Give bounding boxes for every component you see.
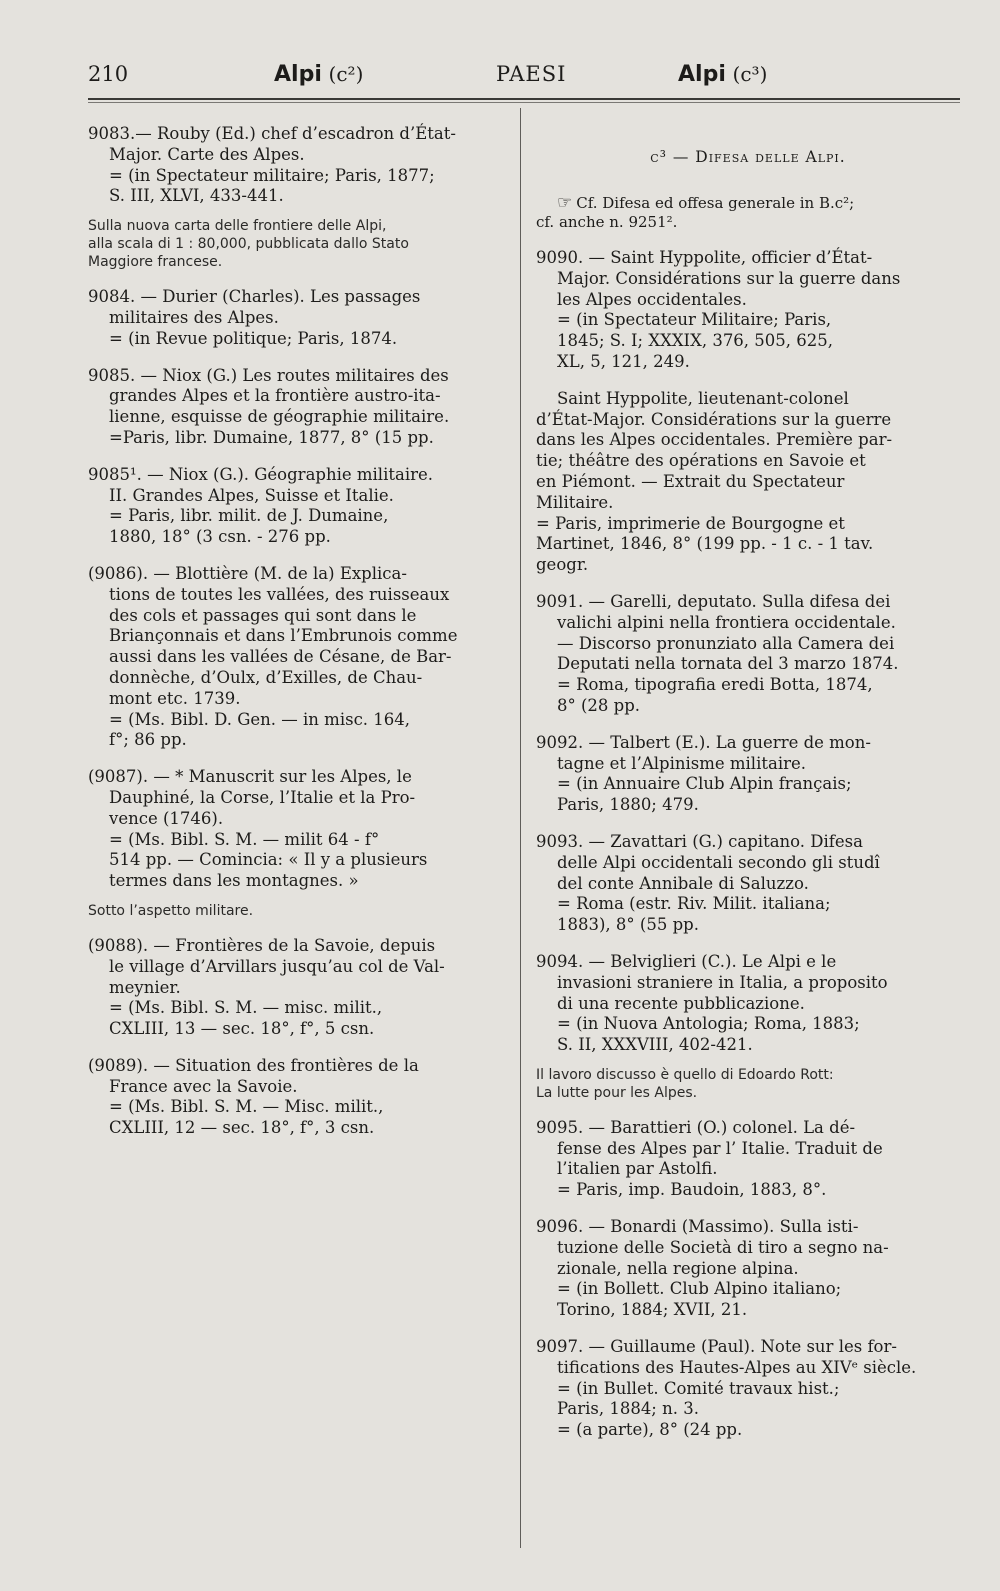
entry-line: 9094. — Belviglieri (C.). Le Alpi e le [536, 951, 837, 971]
entry-line: d’État-Major. Considérations sur la guerre [536, 409, 892, 429]
entry-line: 1845; S. I; XXXIX, 376, 505, 625, [557, 331, 834, 351]
bibliography-entry [536, 1337, 960, 1441]
entry-line: militaires des Alpes. [109, 307, 279, 327]
entry-note [88, 902, 508, 920]
running-head-left: Alpi (c²) [274, 62, 364, 87]
entry-line: 9083.— Rouby (Ed.) chef d’escadron d’État- [88, 124, 456, 143]
entry-line: = (in Nuova Antologia; Roma, 1883; [557, 1014, 860, 1034]
bibliography-entry [88, 287, 508, 349]
entry-line: tuzione delle Società di tiro a segno na- [557, 1237, 889, 1257]
entry-line: mont etc. 1739. [109, 688, 241, 708]
pointing-hand-icon: ☞ [557, 193, 573, 213]
cross-reference: ☞ Cf. Difesa ed offesa generale in B.c²; cf. anche n. 9251². [536, 193, 855, 231]
entry-line: Paris, 1884; n. 3. [557, 1399, 699, 1419]
bibliography-entry [536, 1217, 960, 1321]
entry-line: tie; théâtre des opérations en Savoie et [536, 451, 866, 471]
entry-line: vence (1746). [109, 808, 224, 828]
entry-line: (9089). — Situation des frontières de la [88, 1055, 419, 1075]
entry-line: 9084. — Durier (Charles). Les passages [88, 287, 421, 307]
entry-line: CXLIII, 13 — sec. 18°, f°, 5 csn. [109, 1019, 375, 1039]
entry-line: 9096. — Bonardi (Massimo). Sulla isti- [536, 1217, 859, 1237]
entry-line: Briançonnais et dans l’Embrunois comme [109, 626, 458, 646]
entry-line: f°; 86 pp. [109, 730, 187, 750]
note-line: La lutte pour les Alpes. [536, 1084, 698, 1101]
entry-line: 514 pp. — Comincia: « Il y a plusieurs [109, 850, 428, 870]
entry-line: meynier. [109, 977, 181, 997]
entry-line: = Roma, tipografia eredi Botta, 1874, [557, 675, 873, 695]
bibliography-entry [88, 465, 508, 548]
entry-line: = (in Bollett. Club Alpino italiano; [557, 1279, 842, 1299]
entry-line: 1883), 8° (55 pp. [557, 915, 699, 935]
entry-line: grandes Alpes et la frontière austro-ita- [109, 386, 441, 406]
entry-line: les Alpes occidentales. [557, 289, 747, 309]
entry-line: 8° (28 pp. [557, 695, 641, 715]
entry-line: valichi alpini nella frontiera occidentale. [557, 612, 896, 632]
entry-line: S. III, XLVI, 433-441. [109, 186, 284, 206]
running-head-right: Alpi (c³) [678, 62, 768, 87]
entry-line: lienne, esquisse de géographie militaire. [109, 407, 450, 427]
entry-line: des cols et passages qui sont dans le [109, 605, 417, 625]
bibliography-entry [88, 936, 508, 1040]
entry-line: 9085. — Niox (G.) Les routes militaires des [88, 365, 449, 385]
entry-line: XL, 5, 121, 249. [557, 351, 690, 371]
entry-note [536, 1066, 960, 1102]
entry-line: aussi dans les vallées de Césane, de Bar- [109, 647, 452, 667]
entry-line: = Paris, imp. Baudoin, 1883, 8°. [557, 1180, 827, 1200]
entry-line: Militaire. [536, 492, 614, 512]
entry-line: Major. Carte des Alpes. [109, 144, 305, 164]
bibliography-entry [536, 952, 960, 1056]
entry-line: = (Ms. Bibl. S. M. — misc. milit., [109, 998, 383, 1018]
entry-line: 9093. — Zavattari (G.) capitano. Difesa [536, 831, 863, 851]
entry-line: = (in Annuaire Club Alpin français; [557, 774, 852, 794]
entry-line: Major. Considérations sur la guerre dans [557, 268, 901, 288]
bibliography-entry [536, 592, 960, 717]
entry-line: = (a parte), 8° (24 pp. [557, 1420, 743, 1440]
entry-line: 1880, 18° (3 csn. - 276 pp. [109, 527, 331, 547]
entry-line: Deputati nella tornata del 3 marzo 1874. [557, 654, 899, 674]
entry-line: Paris, 1880; 479. [557, 795, 699, 815]
bibliography-entry [536, 832, 960, 936]
note-line: alla scala di 1 : 80,000, pubblicata dallo Stato [88, 236, 409, 253]
section-title: c³ — Difesa delle Alpi. [650, 148, 846, 166]
entry-line: tifications des Hautes-Alpes au XIVᵉ siècle. [557, 1357, 917, 1377]
entry-line: geogr. [536, 555, 589, 575]
column-divider [520, 108, 521, 1548]
entry-line: = (in Spectateur militaire; Paris, 1877; [109, 165, 435, 185]
entry-line: 9085¹. — Niox (G.). Géographie militaire. [88, 464, 434, 484]
bibliography-entry [536, 1118, 960, 1201]
header-rule-thin [88, 102, 960, 103]
entry-line: Torino, 1884; XVII, 21. [557, 1300, 748, 1320]
entry-line: Martinet, 1846, 8° (199 pp. - 1 c. - 1 tav. [536, 534, 874, 554]
entry-line: Saint Hyppolite, lieutenant-colonel [557, 388, 849, 408]
entry-line: invasioni straniere in Italia, a proposito [557, 972, 888, 992]
entry-line: tagne et l’Alpinisme militaire. [557, 753, 807, 773]
note-line: Maggiore francese. [88, 254, 223, 271]
entry-line: = Paris, imprimerie de Bourgogne et [536, 513, 845, 533]
running-head-center: PAESI [496, 62, 567, 86]
entry-line: tions de toutes les vallées, des ruisseaux [109, 584, 450, 604]
entry-line: (9086). — Blottière (M. de la) Explica- [88, 563, 407, 583]
bibliography-entry [88, 564, 508, 751]
entry-line: del conte Annibale di Saluzzo. [557, 873, 809, 893]
entry-line: = Paris, libr. milit. de J. Dumaine, [109, 506, 389, 526]
bibliography-entry [536, 733, 960, 816]
entry-line: dans les Alpes occidentales. Première par- [536, 430, 893, 450]
entry-line: fense des Alpes par l’ Italie. Traduit de [557, 1138, 883, 1158]
page-number: 210 [88, 62, 129, 86]
entry-line: II. Grandes Alpes, Suisse et Italie. [109, 485, 394, 505]
bibliography-entry [88, 124, 508, 207]
entry-line: 9092. — Talbert (E.). La guerre de mon- [536, 732, 871, 752]
bibliography-entry [88, 366, 508, 449]
entry-line: = (in Revue politique; Paris, 1874. [109, 328, 398, 348]
entry-line: termes dans les montagnes. » [109, 871, 359, 891]
entry-line: (9088). — Frontières de la Savoie, depuis [88, 935, 436, 955]
entry-line: 9091. — Garelli, deputato. Sulla difesa dei [536, 591, 891, 611]
entry-line: 9097. — Guillaume (Paul). Note sur les for- [536, 1337, 897, 1357]
entry-line: le village d’Arvillars jusqu’au col de Val- [109, 956, 445, 976]
entry-line: CXLIII, 12 — sec. 18°, f°, 3 csn. [109, 1118, 375, 1138]
entry-line: = (in Bullet. Comité travaux hist.; [557, 1378, 840, 1398]
left-column [88, 124, 508, 1155]
entry-line: S. II, XXXVIII, 402-421. [557, 1035, 753, 1055]
entry-note [88, 217, 508, 271]
bibliography-entry [536, 248, 960, 373]
entry-line: = (Ms. Bibl. D. Gen. — in misc. 164, [109, 709, 411, 729]
entry-line: 9090. — Saint Hyppolite, officier d’État- [536, 248, 873, 267]
note-line: Sotto l’aspetto militare. [88, 902, 254, 919]
entry-line: zionale, nella regione alpina. [557, 1258, 799, 1278]
entry-line: donnèche, d’Oulx, d’Exilles, de Chau- [109, 667, 423, 687]
bibliography-entry [536, 389, 960, 576]
entry-line: di una recente pubblicazione. [557, 993, 805, 1013]
entry-line: = Roma (estr. Riv. Milit. italiana; [557, 894, 831, 914]
entry-line: = (Ms. Bibl. S. M. — milit 64 - f° [109, 829, 380, 849]
entry-line: = (in Spectateur Militaire; Paris, [557, 310, 832, 330]
entry-line: (9087). — * Manuscrit sur les Alpes, le [88, 767, 412, 787]
right-entries [536, 248, 960, 1441]
entry-line: 9095. — Barattieri (O.) colonel. La dé- [536, 1117, 856, 1137]
entry-line: = (Ms. Bibl. S. M. — Misc. milit., [109, 1097, 384, 1117]
entry-line: — Discorso pronunziato alla Camera dei [557, 633, 895, 653]
note-line: Sulla nuova carta delle frontiere delle Alpi, [88, 218, 387, 235]
bibliography-entry [88, 767, 508, 892]
entry-line: l’italien par Astolfi. [557, 1159, 718, 1179]
entry-line: France avec la Savoie. [109, 1076, 298, 1096]
right-column [536, 124, 960, 1457]
entry-line: Dauphiné, la Corse, l’Italie et la Pro- [109, 787, 416, 807]
bibliography-entry [88, 1056, 508, 1139]
entry-line: =Paris, libr. Dumaine, 1877, 8° (15 pp. [109, 427, 434, 447]
header-rule [88, 98, 960, 100]
entry-line: en Piémont. — Extrait du Spectateur [536, 471, 845, 491]
note-line: Il lavoro discusso è quello di Edoardo Rott: [536, 1066, 834, 1083]
entry-line: delle Alpi occidentali secondo gli studî [557, 852, 880, 872]
running-head [88, 56, 958, 96]
